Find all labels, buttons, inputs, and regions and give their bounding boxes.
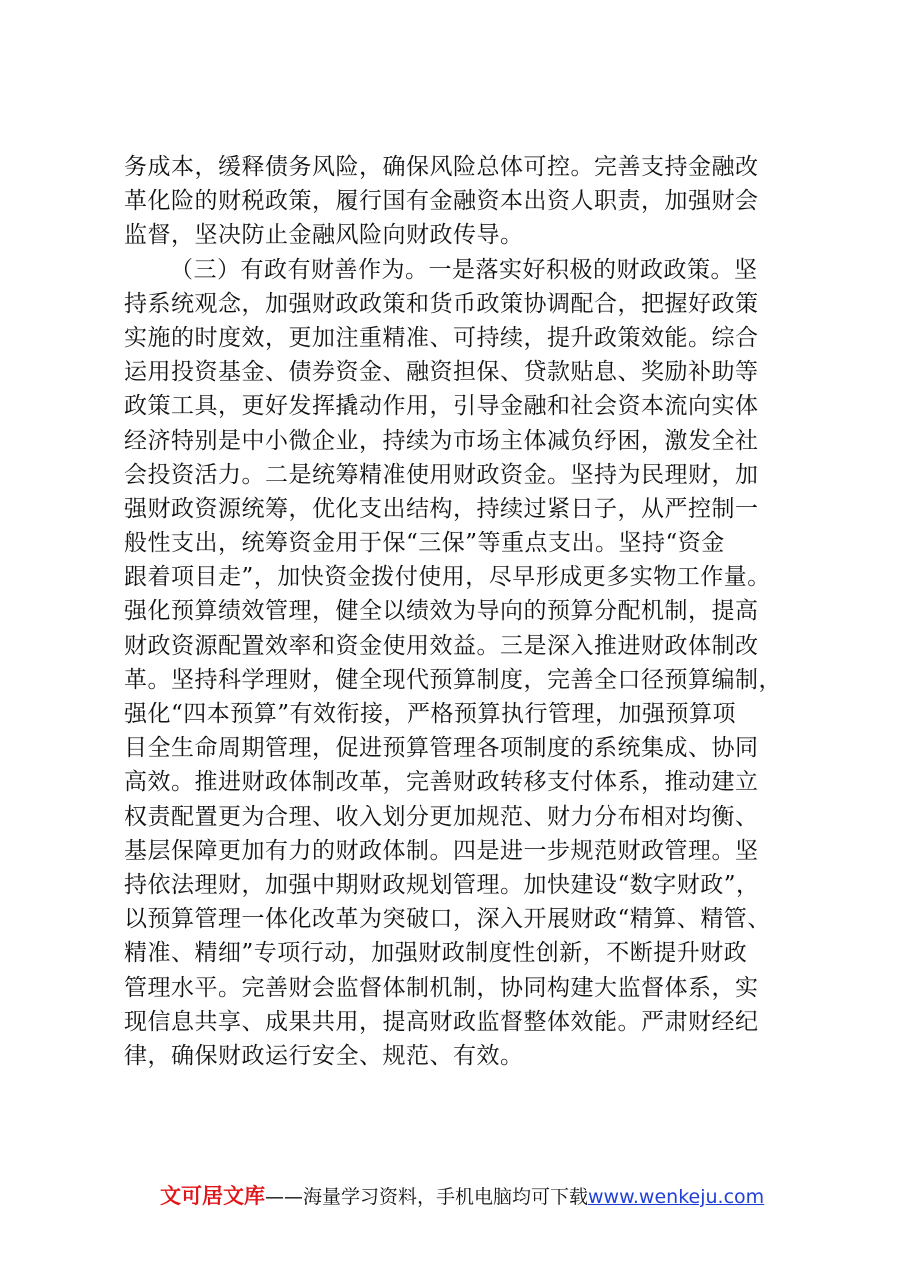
- text-line: 持系统观念，加强财政政策和货币政策协调配合，把握好政策: [124, 290, 759, 317]
- text-line: 现信息共享、成果共用，提高财政监督整体效能。严肃财经纪: [124, 1008, 759, 1035]
- footer-tagline: ——海量学习资料，手机电脑均可下载: [265, 1186, 589, 1208]
- footer-banner: [160, 1181, 800, 1211]
- text-line: 管理水平。完善财会监督体制机制，协同构建大监督体系，实: [124, 974, 759, 1001]
- text-line: 运用投资基金、债券资金、融资担保、贷款贴息、奖励补助等: [124, 359, 759, 386]
- text-line: 跟着项目走”，加快资金拨付使用，尽早形成更多实物工作量。: [124, 564, 771, 591]
- text-line: 政策工具，更好发挥撬动作用，引导金融和社会资本流向实体: [124, 393, 759, 420]
- section-heading-line: （三）有政有财善作为。一是落实好积极的财政政策。坚: [170, 256, 758, 283]
- text-line: 务成本，缓释债务风险，确保风险总体可控。完善支持金融改: [124, 154, 759, 180]
- text-line: 以预算管理一体化改革为突破口，深入开展财政“精算、精管、: [124, 906, 771, 933]
- text-line: 高效。推进财政体制改革，完善财政转移支付体系，推动建立: [124, 769, 759, 796]
- text-line: 精准、精细”专项行动，加强财政制度性创新，不断提升财政: [124, 940, 748, 967]
- text-line: 会投资活力。二是统筹精准使用财政资金。坚持为民理财，加: [124, 461, 759, 488]
- text-line: 强财政资源统筹，优化支出结构，持续过紧日子，从严控制一: [124, 495, 759, 522]
- body-text: [124, 150, 814, 1073]
- website-link[interactable]: www.wenkeju.com: [588, 1186, 765, 1208]
- text-line: 般性支出，统筹资金用于保“三保”等重点支出。坚持“资金: [124, 530, 725, 557]
- text-line: 目全生命周期管理，促进预算管理各项制度的系统集成、协同: [124, 735, 759, 762]
- brand-name: 文可居文库: [160, 1184, 265, 1208]
- text-line: 监督，坚决防止金融风险向财政传导。: [124, 222, 524, 249]
- text-line: 基层保障更加有力的财政体制。四是进一步规范财政管理。坚: [124, 837, 759, 864]
- text-line: 强化“四本预算”有效衔接，严格预算执行管理，加强预算项: [124, 701, 737, 727]
- text-line: 财政资源配置效率和资金使用效益。三是深入推进财政体制改: [124, 632, 759, 659]
- text-line: 强化预算绩效管理，健全以绩效为导向的预算分配机制，提高: [124, 598, 759, 625]
- text-line: 权责配置更为合理、收入划分更加规范、财力分布相对均衡、: [124, 803, 759, 830]
- text-line: 实施的时度效，更加注重精准、可持续，提升政策效能。综合: [124, 324, 759, 351]
- text-line: 持依法理财，加强中期财政规划管理。加快建设“数字财政”，: [124, 871, 760, 898]
- text-line: 革。坚持科学理财，健全现代预算制度，完善全口径预算编制，: [124, 666, 782, 693]
- text-line: 经济特别是中小微企业，持续为市场主体减负纾困，激发全社: [124, 427, 759, 454]
- text-line: 革化险的财税政策，履行国有金融资本出资人职责，加强财会: [124, 188, 759, 215]
- text-line: 律，确保财政运行安全、规范、有效。: [124, 1042, 524, 1069]
